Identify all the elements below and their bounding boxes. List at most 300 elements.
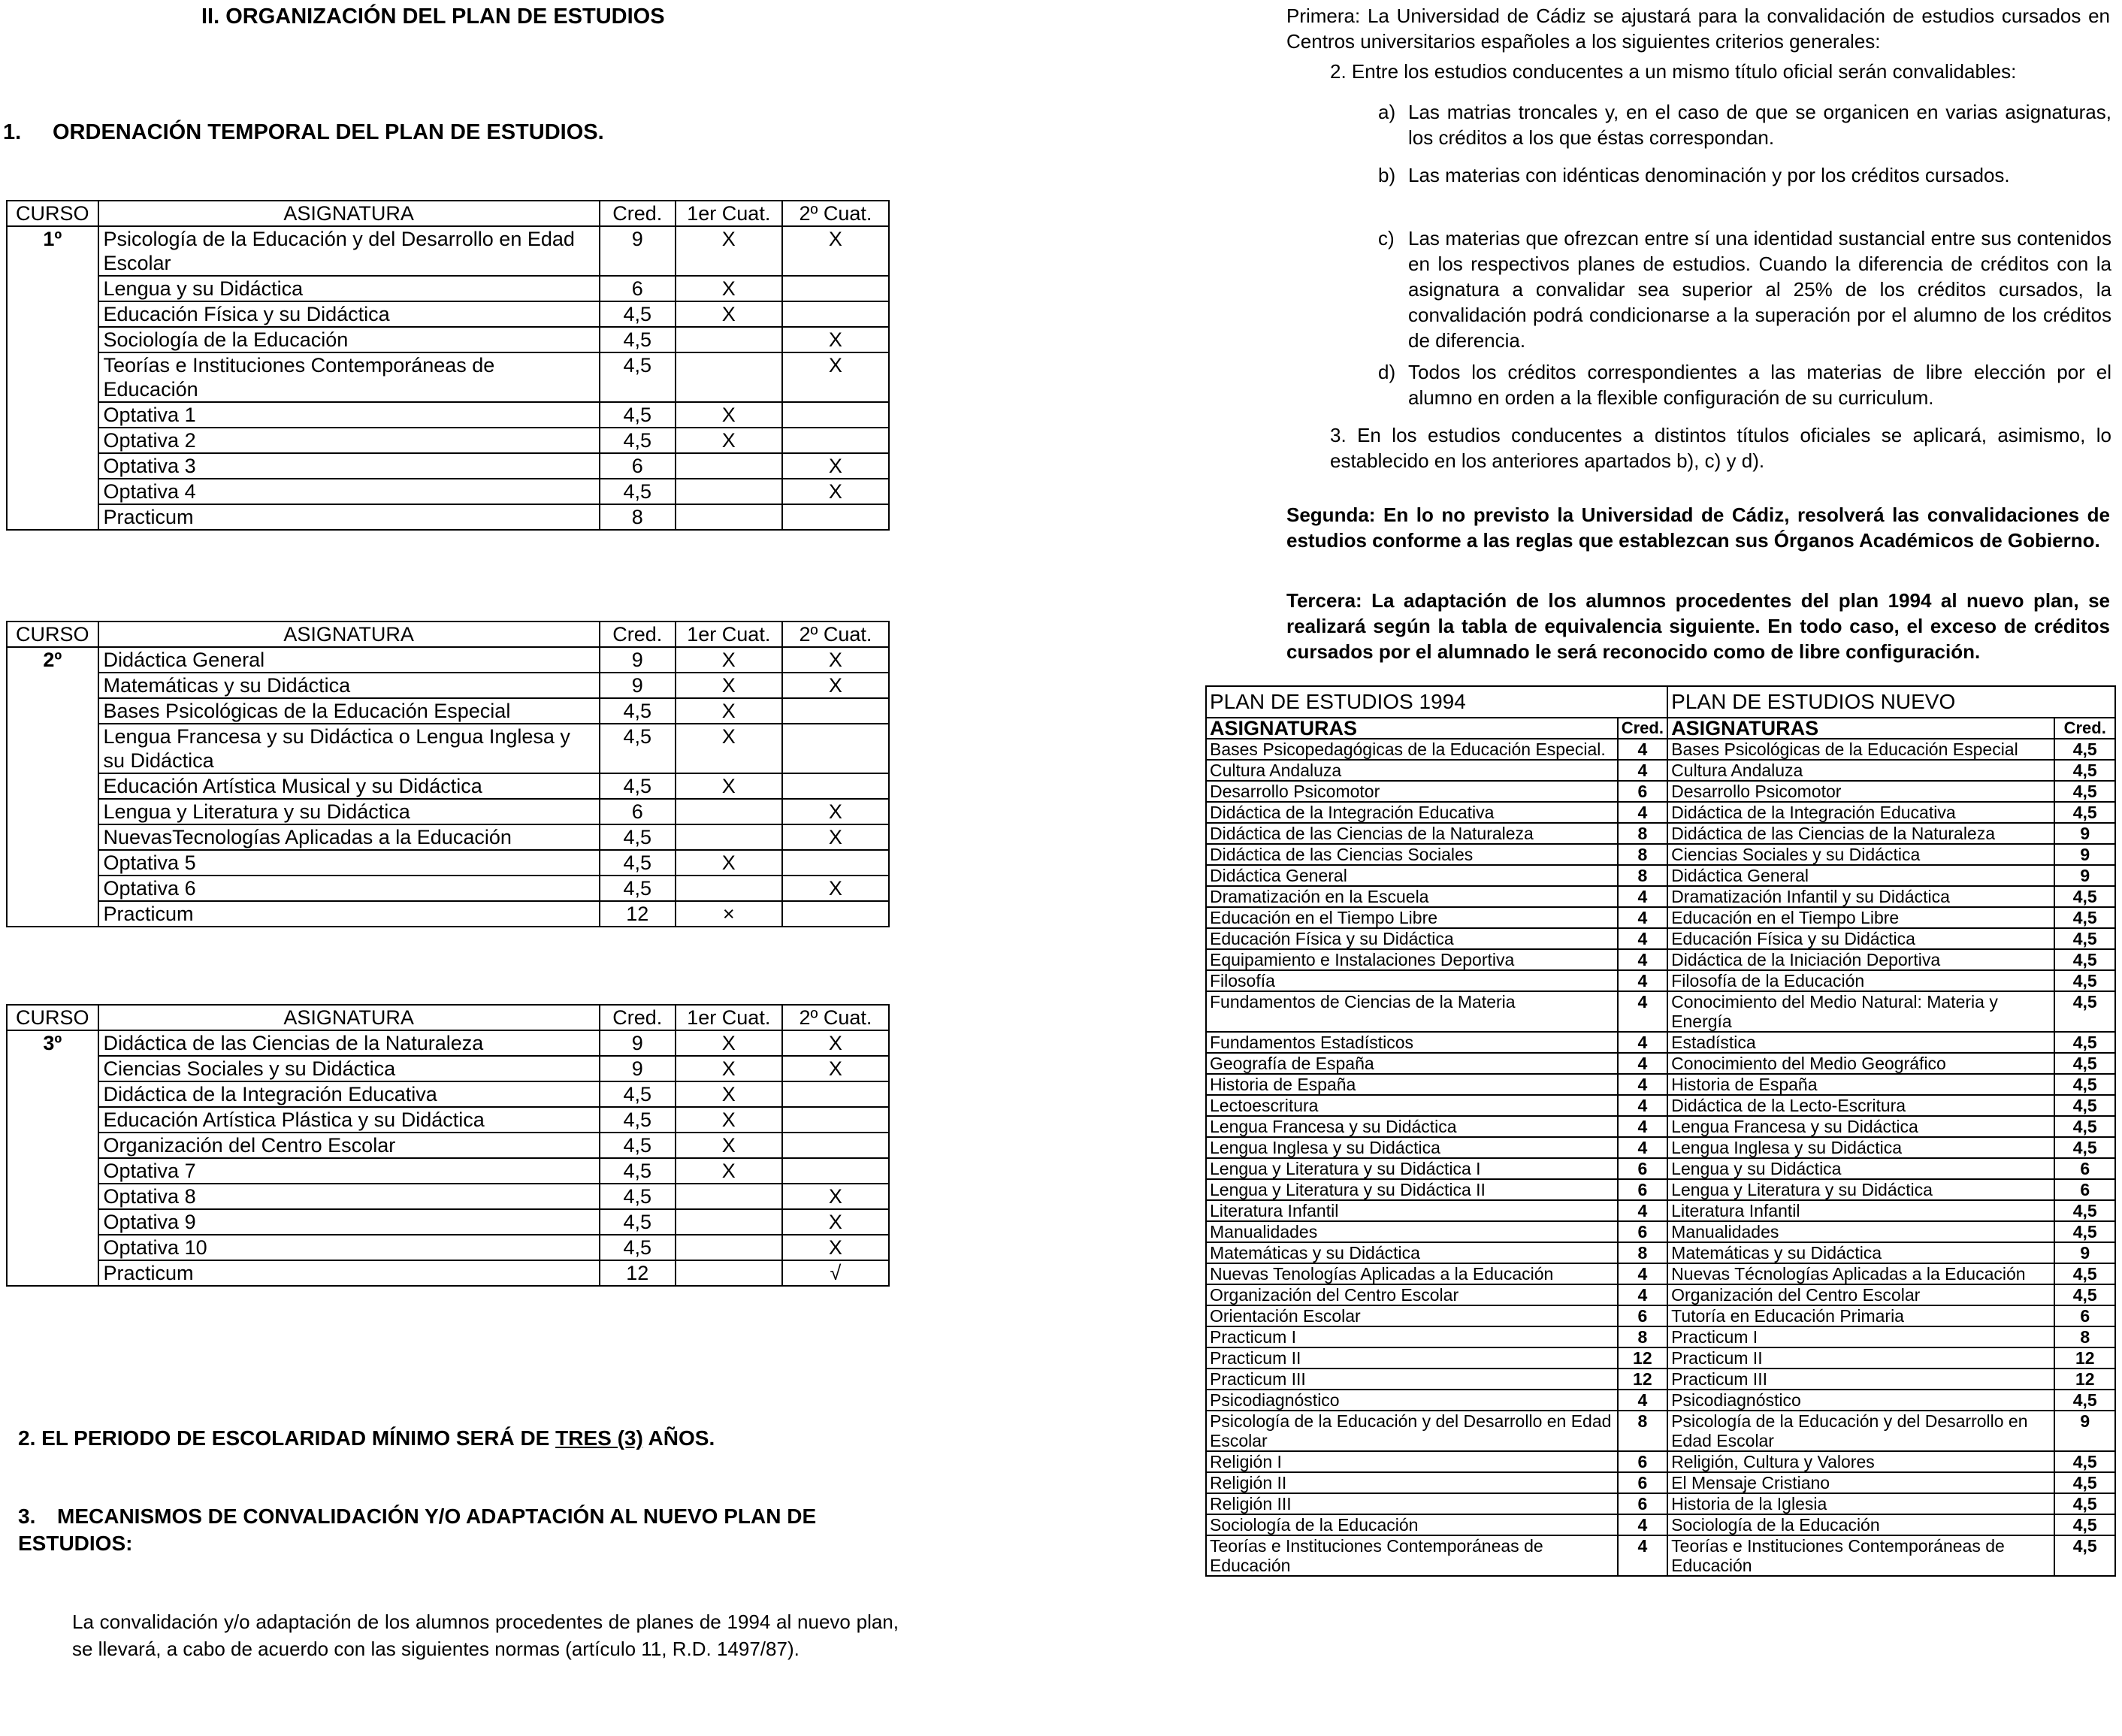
cuat1-cell: X <box>676 428 782 453</box>
rule-primera: Primera: La Universidad de Cádiz se ajustará para la convalidación de estudios cursados en Centros universitarios españoles a los siguientes criterios generales: <box>1286 5 2110 53</box>
old-cred-cell: 4 <box>1618 1074 1668 1095</box>
old-asig-cell: Cultura Andaluza <box>1206 760 1618 781</box>
old-cred-cell: 8 <box>1618 1242 1668 1263</box>
new-cred-cell: 12 <box>2054 1347 2115 1369</box>
section-2-years: TRES (3) <box>555 1426 643 1450</box>
cuat1-cell: X <box>676 1133 782 1158</box>
new-cred-cell: 4,5 <box>2054 1263 2115 1284</box>
new-cred-cell: 9 <box>2054 865 2115 886</box>
curso-cell <box>7 1133 98 1158</box>
curso-header: CURSO <box>7 201 98 226</box>
table-row <box>1206 1032 2115 1053</box>
new-cred-cell: 9 <box>2054 823 2115 844</box>
asignatura-cell: Educación Física y su Didáctica <box>98 301 600 327</box>
rule-tercera: Tercera: La adaptación de los alumnos procedentes del plan 1994 al nuevo plan, se realizará según la tabla de equivalencia siguiente. En todo caso, el exceso de créditos cursados por el alumnado le será reconocido como de libre configuración. <box>1286 589 2110 663</box>
rule-item-2: 2. Entre los estudios conducentes a un mismo título oficial serán convalidables: <box>1330 60 2017 83</box>
asignatura-cell: Psicología de la Educación y del Desarrollo en Edad Escolar <box>98 226 600 276</box>
curso-cell: 2º <box>7 647 98 673</box>
old-cred-cell: 6 <box>1618 1493 1668 1514</box>
cred-cell: 9 <box>600 1056 676 1081</box>
new-asig-cell: Conocimiento del Medio Geográfico <box>1667 1053 2054 1074</box>
cuat1-cell: X <box>676 301 782 327</box>
table-row <box>1206 1411 2115 1451</box>
curso-cell: 1º <box>7 226 98 276</box>
curso-cell <box>7 352 98 402</box>
old-asig-cell: Teorías e Instituciones Contemporáneas de Educación <box>1206 1535 1618 1576</box>
old-cred-cell: 4 <box>1618 1263 1668 1284</box>
cuat2-header: 2º Cuat. <box>782 1005 889 1030</box>
asignatura-cell: Educación Artística Musical y su Didáctica <box>98 773 600 799</box>
table-row <box>1206 760 2115 781</box>
cuat2-cell: X <box>782 453 889 479</box>
new-asig-cell: Religión, Cultura y Valores <box>1667 1451 2054 1472</box>
cuat2-cell: X <box>782 647 889 673</box>
table-row <box>1206 1137 2115 1158</box>
table-row <box>1206 1305 2115 1326</box>
cred-cell: 4,5 <box>600 773 676 799</box>
cred-cell: 4,5 <box>600 428 676 453</box>
old-asig-cell: Manualidades <box>1206 1221 1618 1242</box>
asignatura-cell: Matemáticas y su Didáctica <box>98 673 600 698</box>
new-asig-cell: Practicum III <box>1667 1369 2054 1390</box>
table-row <box>7 824 889 850</box>
old-cred-cell: 4 <box>1618 1137 1668 1158</box>
new-cred-cell: 8 <box>2054 1326 2115 1347</box>
cuat1-cell <box>676 1235 782 1260</box>
old-cred-cell: 4 <box>1618 1116 1668 1137</box>
table-row <box>1206 1053 2115 1074</box>
old-asig-cell: Practicum I <box>1206 1326 1618 1347</box>
table-row <box>7 850 889 876</box>
cuat1-cell: X <box>676 1056 782 1081</box>
rule-item-b: b) Las materias con idénticas denominación y por los créditos cursados. <box>1378 164 2010 186</box>
table-row <box>1206 1221 2115 1242</box>
table-row <box>7 453 889 479</box>
curso-cell <box>7 1209 98 1235</box>
old-asig-cell: Lengua Inglesa y su Didáctica <box>1206 1137 1618 1158</box>
new-asig-cell: Practicum II <box>1667 1347 2054 1369</box>
cuat1-cell <box>676 352 782 402</box>
asignatura-cell: Sociología de la Educación <box>98 327 600 352</box>
cuat1-cell: X <box>676 1158 782 1184</box>
table-row <box>1206 949 2115 970</box>
cred-cell: 12 <box>600 901 676 927</box>
old-cred-cell: 4 <box>1618 1053 1668 1074</box>
asignatura-cell: Optativa 10 <box>98 1235 600 1260</box>
asignatura-cell: Didáctica General <box>98 647 600 673</box>
asignatura-cell: Didáctica de las Ciencias de la Naturaleza <box>98 1030 600 1056</box>
cuat2-cell: X <box>782 1235 889 1260</box>
old-cred-cell: 6 <box>1618 1451 1668 1472</box>
curso-cell <box>7 479 98 504</box>
new-cred-cell: 4,5 <box>2054 1116 2115 1137</box>
cuat2-cell: X <box>782 673 889 698</box>
new-cred-cell: 9 <box>2054 1242 2115 1263</box>
new-asig-cell: Psicodiagnóstico <box>1667 1390 2054 1411</box>
rule-item-3: 3. En los estudios conducentes a distintos títulos oficiales se aplicará, asimismo, lo establecido en los anteriores apartados b), c) y d). <box>1330 424 2111 472</box>
curso-cell <box>7 1081 98 1107</box>
new-cred-cell: 6 <box>2054 1179 2115 1200</box>
table-row <box>1206 1095 2115 1116</box>
table-row <box>1206 1369 2115 1390</box>
cred-header: Cred. <box>600 201 676 226</box>
old-asig-cell: Didáctica de las Ciencias de la Naturaleza <box>1206 823 1618 844</box>
new-asig-cell: Didáctica de la Integración Educativa <box>1667 802 2054 823</box>
curso-cell: 3º <box>7 1030 98 1056</box>
cred-cell: 4,5 <box>600 402 676 428</box>
asignatura-cell: Ciencias Sociales y su Didáctica <box>98 1056 600 1081</box>
cred-cell: 12 <box>600 1260 676 1286</box>
cuat2-cell: X <box>782 799 889 824</box>
table-row <box>1206 802 2115 823</box>
cuat2-cell: X <box>782 479 889 504</box>
cuat2-cell: X <box>782 1184 889 1209</box>
new-asig-cell: Tutoría en Educación Primaria <box>1667 1305 2054 1326</box>
new-cred-cell: 4,5 <box>2054 1053 2115 1074</box>
old-asig-cell: Practicum II <box>1206 1347 1618 1369</box>
old-cred-cell: 6 <box>1618 781 1668 802</box>
old-cred-cell: 4 <box>1618 1284 1668 1305</box>
section-3-title: MECANISMOS DE CONVALIDACIÓN Y/O ADAPTACIÓN AL NUEVO PLAN DE ESTUDIOS: <box>18 1505 817 1555</box>
curso-cell <box>7 276 98 301</box>
cuat2-cell <box>782 1158 889 1184</box>
new-cred-cell: 12 <box>2054 1369 2115 1390</box>
table-row <box>7 352 889 402</box>
cuat2-cell <box>782 504 889 530</box>
cuat2-cell: X <box>782 226 889 276</box>
cred-cell: 4,5 <box>600 1209 676 1235</box>
rule-item-c-text: Las materias que ofrezcan entre sí una identidad sustancial entre sus contenidos en los respectivos planes de estudios. Cuando la diferencia de créditos con la asignatura a convalidar sea superior al 25% de los créditos cursados, la convalidación podrá condicionarse a la superación por el alumno de los créditos de diferencia. <box>1408 227 2111 352</box>
new-asig-cell: Matemáticas y su Didáctica <box>1667 1242 2054 1263</box>
curso-cell <box>7 1184 98 1209</box>
curso-cell <box>7 773 98 799</box>
curso-cell <box>7 428 98 453</box>
cuat1-cell: X <box>676 773 782 799</box>
cuat2-cell <box>782 724 889 773</box>
cuat2-cell <box>782 773 889 799</box>
cred-cell: 4,5 <box>600 327 676 352</box>
new-asig-cell: Psicología de la Educación y del Desarrollo en Edad Escolar <box>1667 1411 2054 1451</box>
rule-item-a: a) Las matrias troncales y, en el caso de que se organicen en varias asignaturas, los créditos a los que éstas correspondan. <box>1378 101 2111 149</box>
cred-cell: 4,5 <box>600 479 676 504</box>
cuat1-cell: X <box>676 850 782 876</box>
new-cred-cell: 4,5 <box>2054 1472 2115 1493</box>
new-asig-cell: Sociología de la Educación <box>1667 1514 2054 1535</box>
old-asig-cell: Psicodiagnóstico <box>1206 1390 1618 1411</box>
table-row <box>1206 1514 2115 1535</box>
new-cred-cell: 4,5 <box>2054 928 2115 949</box>
old-cred-cell: 6 <box>1618 1472 1668 1493</box>
section-1-number: 1. <box>3 120 22 144</box>
asignatura-cell: Optativa 7 <box>98 1158 600 1184</box>
cred-cell: 9 <box>600 673 676 698</box>
new-asig-cell: Bases Psicológicas de la Educación Especial <box>1667 739 2054 760</box>
table-row <box>1206 1472 2115 1493</box>
old-asig-cell: Religión II <box>1206 1472 1618 1493</box>
table-row <box>7 226 889 276</box>
table-row <box>1206 886 2115 907</box>
old-asig-header: ASIGNATURAS <box>1206 718 1618 739</box>
old-asig-cell: Desarrollo Psicomotor <box>1206 781 1618 802</box>
old-cred-cell: 4 <box>1618 760 1668 781</box>
table-row <box>7 301 889 327</box>
table-row <box>1206 844 2115 865</box>
old-cred-cell: 4 <box>1618 970 1668 991</box>
section-1-heading <box>3 120 604 145</box>
table-row <box>7 724 889 773</box>
table-row <box>7 1107 889 1133</box>
cuat2-cell: X <box>782 1209 889 1235</box>
table-row <box>1206 1390 2115 1411</box>
table-row <box>7 1184 889 1209</box>
new-asig-cell: Lengua Inglesa y su Didáctica <box>1667 1137 2054 1158</box>
cred-cell: 4,5 <box>600 698 676 724</box>
plan-table-curso-1 <box>6 200 890 531</box>
table-row <box>1206 1284 2115 1305</box>
new-asig-cell: Estadística <box>1667 1032 2054 1053</box>
table-row <box>7 673 889 698</box>
new-asig-cell: Historia de la Iglesia <box>1667 1493 2054 1514</box>
table-row <box>1206 865 2115 886</box>
cred-cell: 4,5 <box>600 1158 676 1184</box>
table-row <box>7 647 889 673</box>
old-asig-cell: Religión I <box>1206 1451 1618 1472</box>
new-asig-header: ASIGNATURAS <box>1667 718 2054 739</box>
equivalence-table <box>1205 685 2116 1577</box>
old-cred-cell: 8 <box>1618 1411 1668 1451</box>
cuat1-cell <box>676 453 782 479</box>
table-row <box>7 504 889 530</box>
cuat2-cell: X <box>782 824 889 850</box>
table-row <box>1206 1263 2115 1284</box>
rule-item-d: d) Todos los créditos correspondientes a las materias de libre elección por el alumno en orden a la flexible configuración de su curriculum. <box>1378 361 2111 409</box>
new-asig-cell: Didáctica de la Iniciación Deportiva <box>1667 949 2054 970</box>
old-cred-cell: 4 <box>1618 1032 1668 1053</box>
old-cred-header: Cred. <box>1618 718 1668 739</box>
cuat1-header: 1er Cuat. <box>676 1005 782 1030</box>
table-row <box>7 799 889 824</box>
table-row <box>1206 1535 2115 1576</box>
cred-cell: 4,5 <box>600 1107 676 1133</box>
table-row <box>1206 1493 2115 1514</box>
new-cred-cell: 4,5 <box>2054 1200 2115 1221</box>
cuat2-header: 2º Cuat. <box>782 622 889 647</box>
new-cred-cell: 4,5 <box>2054 991 2115 1032</box>
table-row <box>7 1260 889 1286</box>
table-row <box>1206 739 2115 760</box>
section-3-number: 3. <box>18 1505 36 1528</box>
table-row <box>7 773 889 799</box>
cred-header: Cred. <box>600 1005 676 1030</box>
new-asig-cell: Dramatización Infantil y su Didáctica <box>1667 886 2054 907</box>
new-asig-cell: Ciencias Sociales y su Didáctica <box>1667 844 2054 865</box>
new-asig-cell: Lengua y Literatura y su Didáctica <box>1667 1179 2054 1200</box>
table-row <box>7 327 889 352</box>
old-asig-cell: Fundamentos Estadísticos <box>1206 1032 1618 1053</box>
table-row <box>1206 1326 2115 1347</box>
asignatura-cell: Lengua y su Didáctica <box>98 276 600 301</box>
asignatura-header: ASIGNATURA <box>98 1005 600 1030</box>
asignatura-cell: Optativa 3 <box>98 453 600 479</box>
cred-cell: 9 <box>600 226 676 276</box>
old-asig-cell: Lectoescritura <box>1206 1095 1618 1116</box>
table-row <box>1206 1116 2115 1137</box>
cuat2-cell: X <box>782 1030 889 1056</box>
cuat1-cell <box>676 479 782 504</box>
table-row <box>7 1209 889 1235</box>
cuat1-cell: X <box>676 276 782 301</box>
curso-cell <box>7 698 98 724</box>
asignatura-cell: Optativa 9 <box>98 1209 600 1235</box>
cuat1-cell: X <box>676 1030 782 1056</box>
table-row <box>1206 1200 2115 1221</box>
old-plan-header: PLAN DE ESTUDIOS 1994 <box>1206 686 1667 718</box>
new-asig-cell: Didáctica General <box>1667 865 2054 886</box>
old-cred-cell: 12 <box>1618 1347 1668 1369</box>
table-row <box>7 901 889 927</box>
new-cred-cell: 4,5 <box>2054 1032 2115 1053</box>
old-asig-cell: Dramatización en la Escuela <box>1206 886 1618 907</box>
asignatura-cell: Practicum <box>98 1260 600 1286</box>
cuat2-cell <box>782 402 889 428</box>
table-row <box>1206 781 2115 802</box>
new-cred-cell: 4,5 <box>2054 1493 2115 1514</box>
cuat2-cell: X <box>782 327 889 352</box>
cred-cell: 4,5 <box>600 850 676 876</box>
new-asig-cell: Conocimiento del Medio Natural: Materia y Energía <box>1667 991 2054 1032</box>
rule-item-a-text: Las matrias troncales y, en el caso de que se organicen en varias asignaturas, los créditos a los que éstas correspondan. <box>1408 101 2111 149</box>
curso-cell <box>7 327 98 352</box>
table-row <box>7 402 889 428</box>
table-row <box>7 1133 889 1158</box>
curso-cell <box>7 824 98 850</box>
cred-cell: 6 <box>600 276 676 301</box>
new-asig-cell: Didáctica de la Lecto-Escritura <box>1667 1095 2054 1116</box>
asignatura-cell: Optativa 1 <box>98 402 600 428</box>
old-cred-cell: 4 <box>1618 907 1668 928</box>
old-cred-cell: 4 <box>1618 739 1668 760</box>
old-asig-cell: Didáctica de las Ciencias Sociales <box>1206 844 1618 865</box>
old-cred-cell: 8 <box>1618 1326 1668 1347</box>
cuat2-cell: X <box>782 876 889 901</box>
new-asig-cell: Practicum I <box>1667 1326 2054 1347</box>
new-cred-cell: 4,5 <box>2054 739 2115 760</box>
asignatura-cell: NuevasTecnologías Aplicadas a la Educación <box>98 824 600 850</box>
new-asig-cell: Organización del Centro Escolar <box>1667 1284 2054 1305</box>
new-cred-cell: 4,5 <box>2054 1390 2115 1411</box>
curso-cell <box>7 301 98 327</box>
old-cred-cell: 4 <box>1618 1095 1668 1116</box>
new-cred-cell: 6 <box>2054 1158 2115 1179</box>
cred-cell: 4,5 <box>600 876 676 901</box>
cred-cell: 4,5 <box>600 1133 676 1158</box>
old-asig-cell: Fundamentos de Ciencias de la Materia <box>1206 991 1618 1032</box>
new-asig-cell: Teorías e Instituciones Contemporáneas de Educación <box>1667 1535 2054 1576</box>
table-row <box>7 1235 889 1260</box>
asignatura-cell: Organización del Centro Escolar <box>98 1133 600 1158</box>
old-cred-cell: 4 <box>1618 949 1668 970</box>
new-cred-cell: 4,5 <box>2054 781 2115 802</box>
old-asig-cell: Filosofía <box>1206 970 1618 991</box>
cuat2-cell <box>782 901 889 927</box>
cred-cell: 8 <box>600 504 676 530</box>
rule-item-d-text: Todos los créditos correspondientes a las materias de libre elección por el alumno en orden a la flexible configuración de su curriculum. <box>1408 361 2111 409</box>
cuat1-cell <box>676 1209 782 1235</box>
asignatura-header: ASIGNATURA <box>98 622 600 647</box>
table-row <box>1206 1179 2115 1200</box>
old-asig-cell: Religión III <box>1206 1493 1618 1514</box>
curso-cell <box>7 850 98 876</box>
new-cred-cell: 4,5 <box>2054 907 2115 928</box>
table-row <box>7 876 889 901</box>
new-cred-cell: 4,5 <box>2054 970 2115 991</box>
cred-cell: 4,5 <box>600 824 676 850</box>
old-cred-cell: 4 <box>1618 802 1668 823</box>
new-asig-cell: El Mensaje Cristiano <box>1667 1472 2054 1493</box>
asignatura-header: ASIGNATURA <box>98 201 600 226</box>
cred-cell: 4,5 <box>600 1184 676 1209</box>
cred-cell: 4,5 <box>600 724 676 773</box>
cuat2-cell: X <box>782 352 889 402</box>
cuat2-cell <box>782 1107 889 1133</box>
cuat1-cell <box>676 876 782 901</box>
curso-header: CURSO <box>7 1005 98 1030</box>
curso-cell <box>7 1107 98 1133</box>
asignatura-cell: Optativa 4 <box>98 479 600 504</box>
section-2-heading <box>18 1426 715 1450</box>
new-cred-cell: 9 <box>2054 1411 2115 1451</box>
old-cred-cell: 8 <box>1618 823 1668 844</box>
curso-cell <box>7 1235 98 1260</box>
cred-cell: 6 <box>600 453 676 479</box>
curso-cell <box>7 1056 98 1081</box>
old-asig-cell: Lengua Francesa y su Didáctica <box>1206 1116 1618 1137</box>
table-row <box>1206 1074 2115 1095</box>
old-asig-cell: Organización del Centro Escolar <box>1206 1284 1618 1305</box>
table-row <box>7 1081 889 1107</box>
new-cred-cell: 4,5 <box>2054 1137 2115 1158</box>
cuat2-cell <box>782 850 889 876</box>
asignatura-cell: Educación Artística Plástica y su Didáctica <box>98 1107 600 1133</box>
table-row <box>1206 907 2115 928</box>
cuat1-header: 1er Cuat. <box>676 622 782 647</box>
curso-cell <box>7 799 98 824</box>
cred-cell: 9 <box>600 647 676 673</box>
old-cred-cell: 4 <box>1618 1514 1668 1535</box>
new-cred-cell: 4,5 <box>2054 1284 2115 1305</box>
plan-table-curso-2 <box>6 621 890 927</box>
asignatura-cell: Practicum <box>98 504 600 530</box>
cuat2-cell: X <box>782 1056 889 1081</box>
table-row <box>7 479 889 504</box>
table-row <box>1206 1242 2115 1263</box>
curso-cell <box>7 724 98 773</box>
cuat1-cell: X <box>676 1081 782 1107</box>
new-cred-cell: 4,5 <box>2054 1514 2115 1535</box>
cuat1-cell: X <box>676 1107 782 1133</box>
table-row <box>1206 970 2115 991</box>
old-cred-cell: 6 <box>1618 1179 1668 1200</box>
asignatura-cell: Bases Psicológicas de la Educación Especial <box>98 698 600 724</box>
old-cred-cell: 6 <box>1618 1158 1668 1179</box>
cuat2-cell: √ <box>782 1260 889 1286</box>
rule-segunda: Segunda: En lo no previsto la Universidad de Cádiz, resolverá las convalidaciones de estudios conforme a las reglas que establezcan sus Órganos Académicos de Gobierno. <box>1286 504 2110 552</box>
cuat1-cell <box>676 824 782 850</box>
asignatura-cell: Lengua y Literatura y su Didáctica <box>98 799 600 824</box>
curso-cell <box>7 453 98 479</box>
new-asig-cell: Nuevas Técnologías Aplicadas a la Educación <box>1667 1263 2054 1284</box>
table-row <box>1206 1158 2115 1179</box>
